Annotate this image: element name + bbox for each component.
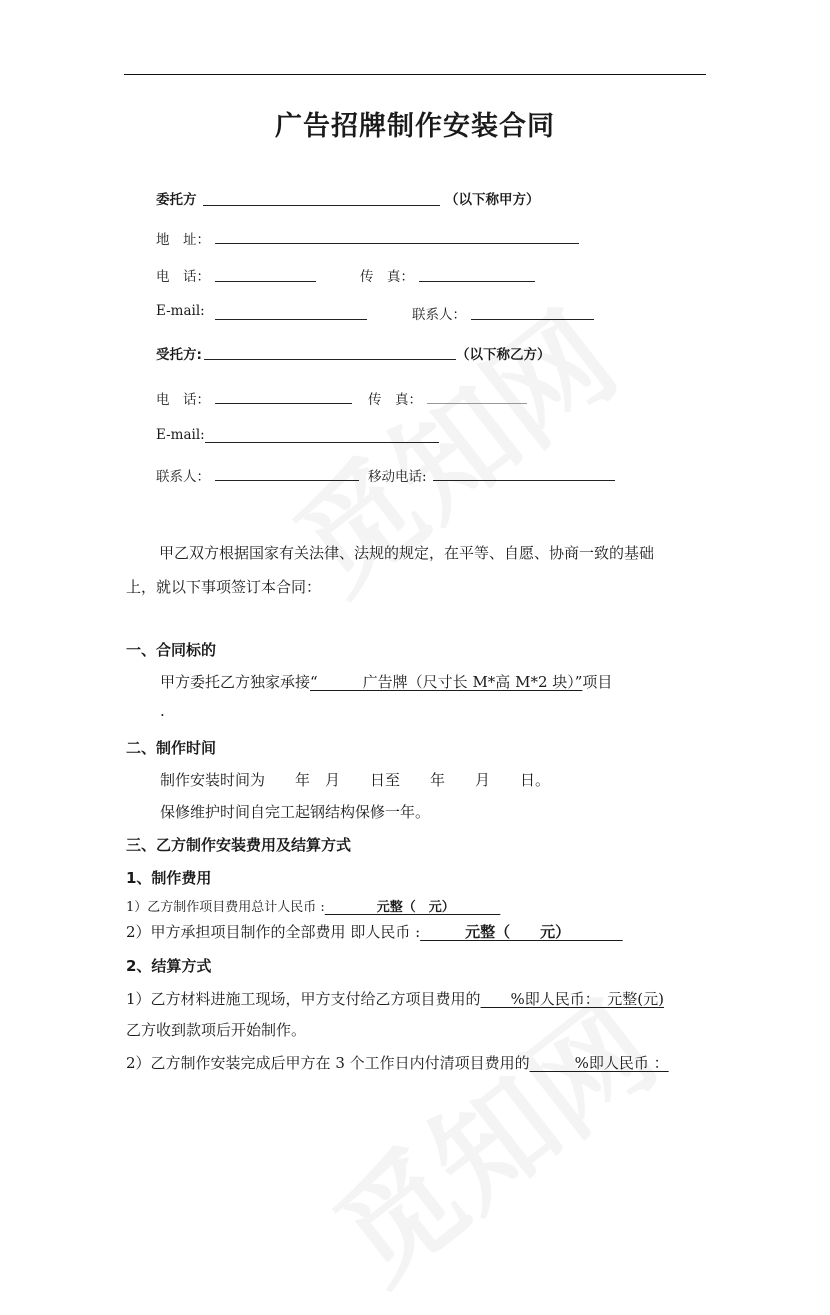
header-rule bbox=[124, 74, 706, 75]
payment-line-1 bbox=[126, 988, 664, 1009]
fee-1-prefix: 1）乙方制作项目费用总计人民币 : bbox=[126, 900, 325, 915]
section-1-suffix: 项目 bbox=[582, 673, 613, 691]
phone-label-b: 电 话： bbox=[156, 392, 210, 408]
fee-2-prefix: 2）甲方承担项目制作的全部费用 即人民币 : bbox=[126, 923, 421, 941]
email-field-a[interactable] bbox=[215, 319, 367, 320]
fax-label-b: 传 真： bbox=[368, 392, 422, 408]
contractor-suffix: （以下称乙方） bbox=[456, 347, 551, 363]
settlement-subheading: 2、结算方式 bbox=[126, 957, 212, 975]
payment-2-amount: %即人民币 ： bbox=[529, 1054, 669, 1072]
fax-field-a[interactable] bbox=[419, 281, 535, 282]
section-2-heading: 二、制作时间 bbox=[126, 739, 217, 757]
address-field[interactable] bbox=[215, 243, 579, 244]
intro-line-1: 甲乙双方根据国家有关法律、法规的规定，在平等、自愿、协商一致的基础 bbox=[159, 544, 655, 562]
fax-field-b[interactable] bbox=[427, 403, 527, 404]
warranty-line: 保修维护时间自完工起钢结构保修一年。 bbox=[160, 803, 431, 821]
contractor-name-field[interactable] bbox=[204, 359, 456, 360]
fee-line-1 bbox=[126, 896, 500, 915]
phone-field-b[interactable] bbox=[215, 403, 352, 404]
contact-field-b[interactable] bbox=[215, 480, 359, 481]
fee-2-amount: 元整（ 元） bbox=[420, 923, 623, 941]
phone-label-a: 电 话： bbox=[156, 269, 210, 285]
section-1-heading: 一、合同标的 bbox=[126, 641, 217, 659]
payment-line-1-cont: 乙方收到款项后开始制作。 bbox=[126, 1021, 307, 1039]
document-title: 广告招牌制作安装合同 bbox=[275, 111, 555, 142]
mobile-field-b[interactable] bbox=[433, 480, 615, 481]
intro-line-2: 上，就以下事项签订本合同： bbox=[126, 578, 322, 596]
contact-label-a: 联系人： bbox=[412, 307, 466, 323]
section-1-text bbox=[160, 671, 612, 692]
section-1-dot: . bbox=[160, 702, 165, 720]
client-name-field[interactable] bbox=[203, 205, 440, 206]
mobile-label-b: 移动电话: bbox=[368, 469, 427, 485]
contractor-label: 受托方: bbox=[156, 347, 202, 363]
phone-field-a[interactable] bbox=[215, 281, 316, 282]
fee-line-2 bbox=[126, 921, 623, 942]
section-3-heading: 三、乙方制作安装费用及结算方式 bbox=[126, 836, 352, 854]
email-field-b[interactable] bbox=[205, 442, 439, 443]
fee-subheading: 1、制作费用 bbox=[126, 869, 212, 887]
payment-1-amount: %即人民币： 元整(元) bbox=[480, 990, 665, 1008]
fax-label-a: 传 真： bbox=[360, 269, 414, 285]
payment-2-prefix: 2）乙方制作安装完成后甲方在 3 个工作日内付清项目费用的 bbox=[126, 1054, 530, 1072]
email-label-b: E-mail: bbox=[156, 427, 205, 443]
contact-label-b: 联系人： bbox=[156, 469, 210, 485]
client-label: 委托方 bbox=[156, 192, 197, 208]
contact-field-a[interactable] bbox=[471, 319, 594, 320]
fee-1-amount: 元整（ 元） bbox=[324, 900, 501, 915]
client-suffix: （以下称甲方） bbox=[445, 192, 540, 208]
production-time-line: 制作安装时间为 年 月 日至 年 月 日。 bbox=[160, 771, 551, 789]
section-1-item: “ 广告牌（尺寸长 M*高 M*2 块）” bbox=[310, 673, 583, 691]
section-1-prefix: 甲方委托乙方独家承接 bbox=[160, 673, 311, 691]
payment-line-2 bbox=[126, 1052, 669, 1073]
email-label-a: E-mail: bbox=[156, 303, 205, 319]
payment-1-prefix: 1）乙方材料进施工现场，甲方支付给乙方项目费用的 bbox=[126, 990, 481, 1008]
address-label: 地 址： bbox=[156, 232, 210, 248]
watermark-lower bbox=[295, 957, 685, 1314]
